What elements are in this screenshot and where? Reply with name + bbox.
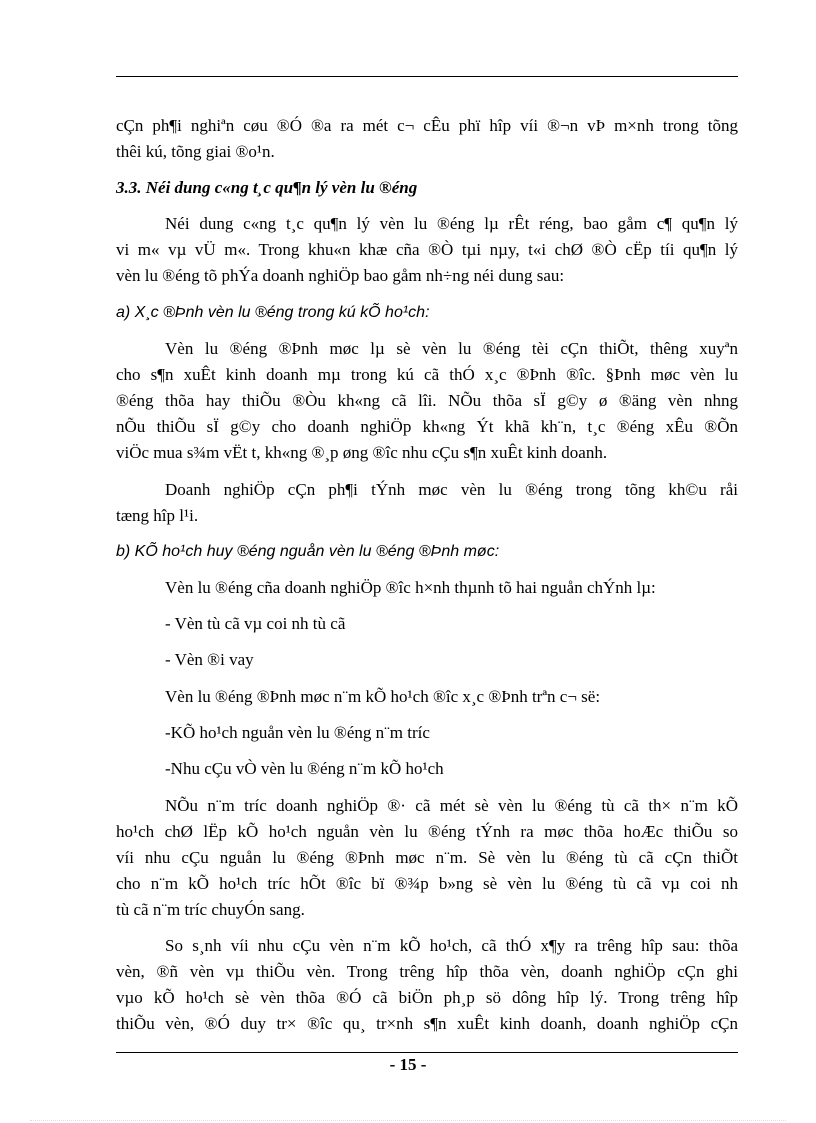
text-line: thiÕu vèn, ®Ó duy tr× ®îc qu¸ tr×nh s¶n xuÊt kinh doanh, doanh nghiÖp cÇn [116,1014,738,1033]
text-line: viÖc mua s¾m vËt t, kh«ng ®¸p øng ®îc nhu cÇu s¶n xuÊt kinh doanh. [116,443,608,462]
text-line: cÇn ph¶i nghiªn cøu ®Ó ®a ra mét c¬ cÊu phï hîp víi ®¬n vÞ m×nh trong tõng [116,116,738,135]
text-line: cho s¶n xuÊt kinh doanh mµ trong kú cã thÓ x¸c ®Þnh ®îc. §Þnh møc vèn lu [116,365,738,384]
list-item: -Nhu cÇu vÒ vèn lu ®éng n¨m kÕ ho¹ch [165,759,444,778]
text-line: tù cã n¨m tríc chuyÓn sang. [116,900,305,919]
text-line: cho n¨m kÕ ho¹ch tríc hÕt ®îc bï ®¾p b»ng sè vèn lu ®éng tù cã vµ coi nh [116,874,738,893]
text-line: ho¹ch chØ lËp kÕ ho¹ch nguån vèn lu ®éng tÝnh ra møc thõa hoÆc thiÕu so [116,822,738,841]
list-item: - Vèn ®i vay [165,650,254,669]
footer-rule [116,1052,738,1053]
text-line: Vèn lu ®éng ®Þnh møc lµ sè vèn lu ®éng tèi cÇn thiÕt, thêng xuyªn [165,339,738,358]
text-line: tæng hîp l¹i. [116,506,199,525]
text-line: Doanh nghiÖp cÇn ph¶i tÝnh møc vèn lu ®éng trong tõng kh©u råi [165,480,738,499]
text-line: So s¸nh víi nhu cÇu vèn n¨m kÕ ho¹ch, cã thÓ x¶y ra trêng hîp sau: thõa [165,936,738,955]
list-item: - Vèn tù cã vµ coi nh tù cã [165,614,346,633]
text-line: vèn lu ®éng tõ phÝa doanh nghiÖp bao gåm nh÷ng néi dung sau: [116,266,565,285]
text-line: NÕu n¨m tríc doanh nghiÖp ®· cã mét sè vèn lu ®éng tù cã th× n¨m kÕ [165,796,738,815]
text-line: víi nhu cÇu nguån lu ®éng ®Þnh møc n¨m. Sè vèn lu ®éng tù cã cÇn thiÕt [116,848,738,867]
text-line: vµo kÕ ho¹ch sè vèn thõa ®Ó cã biÖn ph¸p sö dông hîp lý. Trong trêng hîp [116,988,738,1007]
text-line: Vèn lu ®éng cña doanh nghiÖp ®îc h×nh thµnh tõ hai nguån chÝnh lµ: [165,578,656,597]
text-line: vèn, ®ñ vèn vµ thiÕu vèn. Trong trêng hîp thõa vèn, doanh nghiÖp cÇn ghi [116,962,738,981]
section-heading: 3.3. Néi dung c«ng t¸c qu¶n lý vèn lu ®éng [116,178,418,197]
text-line: Néi dung c«ng t¸c qu¶n lý vèn lu ®éng lµ rÊt réng, bao gåm c¶ qu¶n lý [165,214,738,233]
text-line: ®éng thõa hay thiÕu ®Òu kh«ng cã lîi. NÕu thõa sÏ g©y ø ®äng vèn nhng [116,391,738,410]
subheading: b) KÕ ho¹ch huy ®éng nguån vèn lu ®éng ®Þnh møc: [116,543,500,560]
text-line: vi m« vµ vÜ m«. Trong khu«n khæ cña ®Ò tµi nµy, t«i chØ ®Ò cËp tíi qu¶n lý [116,240,738,259]
text-line: thêi kú, tõng giai ®o¹n. [116,142,275,161]
text-line: Vèn lu ®éng ®Þnh møc n¨m kÕ ho¹ch ®îc x¸c ®Þnh trªn c¬ së: [165,687,601,706]
page-edge-divider [30,1120,786,1121]
page-number: - 15 - [389,1055,427,1074]
text-line: nÕu thiÕu sÏ g©y cho doanh nghiÖp kh«ng Ýt khã kh¨n, t¸c ®éng xÊu ®Õn [116,417,738,436]
list-item: -KÕ ho¹ch nguån vèn lu ®éng n¨m tríc [165,723,430,742]
subheading: a) X¸c ®Þnh vèn lu ®éng trong kú kÕ ho¹ch: [116,304,430,321]
header-rule [116,76,738,77]
